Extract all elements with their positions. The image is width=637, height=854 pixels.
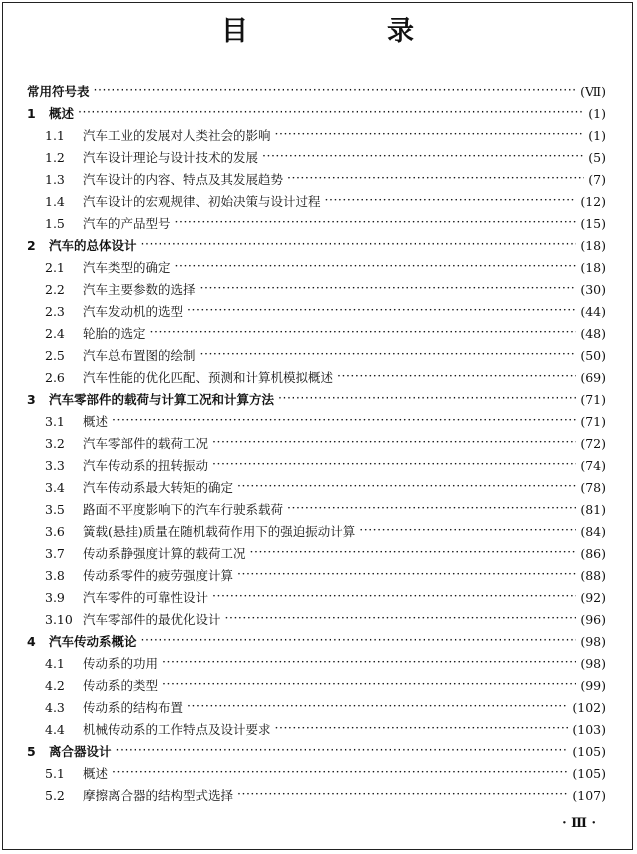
- toc-entry-number: 5.2: [45, 787, 65, 803]
- document-page: [2, 2, 633, 850]
- toc-page-number: (1): [588, 127, 606, 143]
- toc-page-number: (71): [580, 413, 606, 429]
- toc-entry-number: 4.3: [45, 699, 65, 715]
- toc-entry-title: 汽车设计理论与设计技术的发展: [83, 150, 259, 165]
- toc-page-number: (98): [580, 633, 606, 649]
- toc-page-number: (102): [572, 699, 606, 715]
- toc-entry-title: 传动系的类型: [83, 678, 159, 693]
- toc-section-entry: [45, 586, 606, 608]
- toc-section-entry: [45, 718, 606, 740]
- toc-leader-dots: [275, 128, 585, 142]
- toc-page-number: (105): [572, 743, 606, 759]
- toc-page-number: (1): [588, 105, 606, 121]
- toc-entry-number: 5.1: [45, 765, 65, 781]
- toc-leader-dots: [94, 84, 577, 98]
- toc-section-entry: [45, 432, 606, 454]
- toc-entry-title: 汽车零部件的载荷工况: [83, 436, 209, 451]
- toc-page-number: (96): [580, 611, 606, 627]
- toc-entry-title: 汽车的产品型号: [83, 216, 171, 231]
- toc-page-number: (84): [580, 523, 606, 539]
- toc-leader-dots: [162, 656, 576, 670]
- toc-section-entry: [45, 212, 606, 234]
- toc-page-number: (105): [572, 765, 606, 781]
- toc-entry-number: 1.2: [45, 149, 65, 165]
- toc-entry-number: 3.1: [45, 413, 65, 429]
- toc-leader-dots: [237, 568, 576, 582]
- toc-entry-number: 3.8: [45, 567, 65, 583]
- toc-entry-title: 汽车主要参数的选择: [83, 282, 196, 297]
- toc-page-number: (74): [580, 457, 606, 473]
- page-folio: · Ⅲ ·: [562, 816, 596, 831]
- toc-section-entry: [45, 608, 606, 630]
- toc-entry-number: 4.2: [45, 677, 65, 693]
- toc-entry-title: 常用符号表: [27, 84, 90, 99]
- toc-entry-number: 4.4: [45, 721, 65, 737]
- toc-entry-title: 汽车零部件的载荷与计算工况和计算方法: [49, 392, 275, 407]
- toc-section-entry: [45, 454, 606, 476]
- toc-section-entry: [45, 696, 606, 718]
- toc-page-number: (71): [580, 391, 606, 407]
- toc-entry-number: 3.4: [45, 479, 65, 495]
- toc-entry-title: 汽车总布置图的绘制: [83, 348, 196, 363]
- toc-section-entry: [45, 322, 606, 344]
- toc-page-number: (78): [580, 479, 606, 495]
- toc-page-number: (12): [580, 193, 606, 209]
- toc-chapter-entry: [27, 740, 606, 762]
- toc-entry-title: 摩擦离合器的结构型式选择: [83, 788, 234, 803]
- toc-entry-number: 2.4: [45, 325, 65, 341]
- toc-section-entry: [45, 278, 606, 300]
- toc-entry-number: 2.1: [45, 259, 65, 275]
- toc-entry-title: 汽车性能的优化匹配、预测和计算机模拟概述: [83, 370, 334, 385]
- toc-entry-number: 1.5: [45, 215, 65, 231]
- toc-entry-number: 2.3: [45, 303, 65, 319]
- toc-entry-title: 汽车零件的可靠性设计: [83, 590, 209, 605]
- toc-page-number: (88): [580, 567, 606, 583]
- toc-entry-title: 汽车工业的发展对人类社会的影响: [83, 128, 271, 143]
- toc-page-number: (15): [580, 215, 606, 231]
- toc-entry-title: 汽车的总体设计: [49, 238, 137, 253]
- toc-section-entry: [45, 256, 606, 278]
- toc-leader-dots: [175, 216, 577, 230]
- toc-section-entry: [45, 146, 606, 168]
- toc-leader-dots: [162, 678, 576, 692]
- toc-section-entry: [45, 564, 606, 586]
- toc-page-number: (50): [580, 347, 606, 363]
- toc-section-entry: [45, 168, 606, 190]
- toc-section-entry: [45, 410, 606, 432]
- toc-section-entry: [45, 652, 606, 674]
- toc-section-entry: [45, 762, 606, 784]
- toc-page-number: (48): [580, 325, 606, 341]
- toc-entry-title: 传动系零件的疲劳强度计算: [83, 568, 234, 583]
- toc-leader-dots: [141, 634, 577, 648]
- toc-section-entry: [45, 542, 606, 564]
- toc-entry-number: 1.4: [45, 193, 65, 209]
- toc-entry-title: 传动系的结构布置: [83, 700, 184, 715]
- toc-page-number: (30): [580, 281, 606, 297]
- toc-entry-number: 3.7: [45, 545, 65, 561]
- toc-entry-title: 传动系的功用: [83, 656, 159, 671]
- toc-entry-title: 汽车发动机的选型: [83, 304, 184, 319]
- toc-entry-title: 机械传动系的工作特点及设计要求: [83, 722, 271, 737]
- toc-section-entry: [45, 366, 606, 388]
- toc-leader-dots: [116, 744, 569, 758]
- toc-section-entry: [45, 674, 606, 696]
- toc-entry-number: 3.5: [45, 501, 65, 517]
- toc-section-entry: [45, 344, 606, 366]
- toc-leader-dots: [78, 106, 584, 120]
- toc-section-entry: [45, 498, 606, 520]
- toc-entry-number: 3.10: [45, 611, 73, 627]
- toc-section-entry: [45, 476, 606, 498]
- toc-page-number: (7): [588, 171, 606, 187]
- toc-leader-dots: [141, 238, 577, 252]
- page-title: 目 录: [221, 16, 470, 47]
- toc-entry-number: 3.6: [45, 523, 65, 539]
- toc-page-number: (44): [580, 303, 606, 319]
- toc-entry-title: 汽车零部件的最优化设计: [83, 612, 221, 627]
- toc-leader-dots: [325, 194, 577, 208]
- toc-entry-number: 2.6: [45, 369, 65, 385]
- toc-entry-number: 2.5: [45, 347, 65, 363]
- toc-page-number: (69): [580, 369, 606, 385]
- toc-entry-title: 概述: [83, 414, 109, 429]
- toc-section-entry: [45, 300, 606, 322]
- toc-page-number: (92): [580, 589, 606, 605]
- toc-leader-dots: [112, 766, 568, 780]
- toc-leader-dots: [237, 788, 568, 802]
- toc-entry-title: 汽车传动系的扭转振动: [83, 458, 209, 473]
- toc-entry-number: 3.3: [45, 457, 65, 473]
- toc-entry-title: 概述: [49, 106, 75, 121]
- toc-chapter-entry: [27, 234, 606, 256]
- toc-entry-title: 传动系静强度计算的载荷工况: [83, 546, 246, 561]
- toc-leader-dots: [287, 502, 576, 516]
- toc-entry-title: 轮胎的选定: [83, 326, 146, 341]
- toc-entry-number: 2.2: [45, 281, 65, 297]
- toc-chapter-entry: [27, 80, 606, 102]
- toc-entry-title: 簧载(悬挂)质量在随机载荷作用下的强迫振动计算: [83, 524, 356, 539]
- toc-entry-title: 汽车设计的内容、特点及其发展趋势: [83, 172, 284, 187]
- toc-entry-number: 4.1: [45, 655, 65, 671]
- toc-leader-dots: [250, 546, 577, 560]
- toc-page-number: (86): [580, 545, 606, 561]
- toc-leader-dots: [200, 282, 577, 296]
- toc-section-entry: [45, 520, 606, 542]
- toc-leader-dots: [287, 172, 584, 186]
- toc-page-number: (107): [572, 787, 606, 803]
- toc-leader-dots: [225, 612, 577, 626]
- toc-leader-dots: [237, 480, 576, 494]
- toc-leader-dots: [359, 524, 576, 538]
- toc-leader-dots: [275, 722, 569, 736]
- toc-leader-dots: [200, 348, 577, 362]
- toc-section-entry: [45, 124, 606, 146]
- toc-section-entry: [45, 190, 606, 212]
- toc-page-number: (98): [580, 655, 606, 671]
- toc-page-number: (103): [572, 721, 606, 737]
- toc-chapter-entry: [27, 388, 606, 410]
- toc-leader-dots: [278, 392, 576, 406]
- toc-entry-number: 4: [27, 633, 36, 649]
- toc-leader-dots: [150, 326, 577, 340]
- toc-leader-dots: [337, 370, 576, 384]
- toc-entry-number: 2: [27, 237, 36, 253]
- toc-entry-title: 概述: [83, 766, 109, 781]
- toc-leader-dots: [112, 414, 576, 428]
- toc-entry-title: 汽车传动系最大转矩的确定: [83, 480, 234, 495]
- toc-entry-title: 汽车传动系概论: [49, 634, 137, 649]
- toc-entry-number: 5: [27, 743, 36, 759]
- toc-entry-title: 汽车类型的确定: [83, 260, 171, 275]
- toc-leader-dots: [187, 700, 568, 714]
- toc-page-number: (99): [580, 677, 606, 693]
- toc-page-number: (18): [580, 237, 606, 253]
- toc-leader-dots: [187, 304, 576, 318]
- toc-entry-title: 离合器设计: [49, 744, 112, 759]
- toc-entry-title: 路面不平度影响下的汽车行驶系载荷: [83, 502, 284, 517]
- toc-chapter-entry: [27, 102, 606, 124]
- toc-leader-dots: [212, 436, 576, 450]
- toc-entry-number: 3.2: [45, 435, 65, 451]
- toc-entry-number: 1.1: [45, 127, 65, 143]
- toc-entry-title: 汽车设计的宏观规律、初始决策与设计过程: [83, 194, 321, 209]
- toc-page-number: (5): [588, 149, 606, 165]
- toc-leader-dots: [175, 260, 577, 274]
- toc-page-number: (81): [580, 501, 606, 517]
- toc-entry-number: 1: [27, 105, 36, 121]
- toc-leader-dots: [212, 458, 576, 472]
- toc-entry-number: 3.9: [45, 589, 65, 605]
- toc-leader-dots: [262, 150, 584, 164]
- toc-page-number: (Ⅶ): [580, 83, 606, 99]
- toc-chapter-entry: [27, 630, 606, 652]
- toc-entry-number: 1.3: [45, 171, 65, 187]
- toc-page-number: (18): [580, 259, 606, 275]
- toc-entry-number: 3: [27, 391, 36, 407]
- toc-section-entry: [45, 784, 606, 806]
- toc-leader-dots: [212, 590, 576, 604]
- toc-page-number: (72): [580, 435, 606, 451]
